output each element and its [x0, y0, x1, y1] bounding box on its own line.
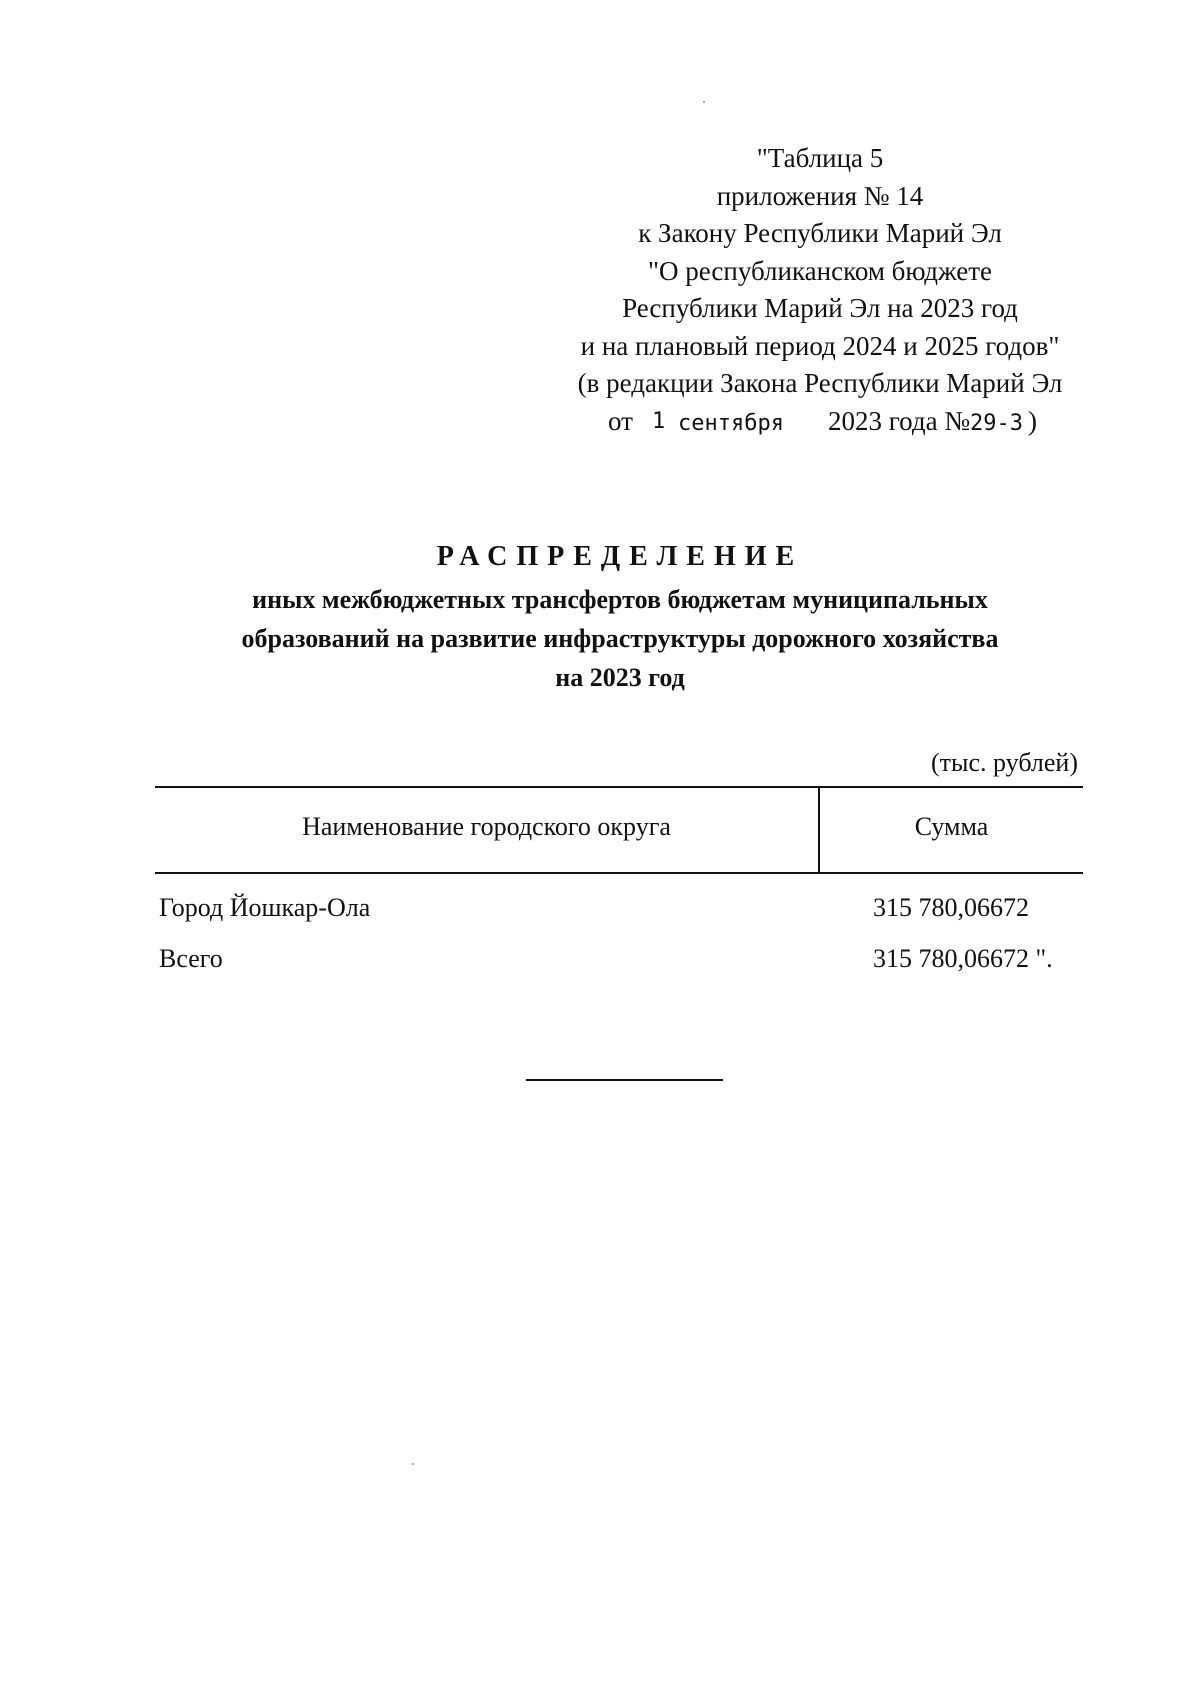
- date-close-paren: ): [1028, 405, 1037, 436]
- header-line: и на плановый период 2024 и 2025 годов": [580, 330, 1060, 361]
- header-line: к Закону Республики Марий Эл: [638, 218, 1002, 248]
- document-title: [150, 537, 1090, 697]
- table-header-rule: [155, 872, 1083, 874]
- row-sum-cell: 315 780,06672: [873, 893, 1029, 922]
- appendix-header: [560, 140, 1080, 440]
- law-number: 29-З: [970, 410, 1023, 436]
- scan-speck: [703, 101, 705, 103]
- scan-speck: [412, 1463, 414, 1465]
- units-label: (тыс. рублей): [930, 748, 1078, 777]
- table-top-rule: [155, 786, 1083, 788]
- row-sum-cell: 315 780,06672 ".: [873, 944, 1053, 973]
- row-name-cell: Город Йошкар-Ола: [159, 893, 371, 922]
- date-month: сентября: [678, 410, 784, 436]
- header-line: "Таблица 5: [756, 143, 884, 173]
- header-line: (в редакции Закона Республики Марий Эл: [577, 368, 1063, 398]
- column-header-name: Наименование городского округа: [302, 812, 671, 841]
- row-name-cell: Всего: [159, 944, 223, 973]
- closing-rule: [526, 1079, 723, 1081]
- subtitle-line: иных межбюджетных трансфертов бюджетам муниципальных: [252, 585, 988, 614]
- title-subtitle: [150, 580, 1090, 697]
- column-header-sum: Сумма: [914, 812, 989, 841]
- table-total-row: [155, 944, 1083, 984]
- header-line: приложения № 14: [716, 180, 924, 211]
- date-year: 2023 года №: [828, 405, 971, 436]
- title-main: РАСПРЕДЕЛЕНИЕ: [436, 541, 804, 572]
- header-line: "О республиканском бюджете: [647, 255, 993, 286]
- subtitle-line: на 2023 год: [555, 663, 685, 692]
- subtitle-line: образований на развитие инфраструктуры дорожного хозяйства: [241, 624, 999, 653]
- date-day: 1: [652, 408, 666, 434]
- table-row: [155, 893, 1083, 933]
- date-prefix: от: [608, 405, 633, 436]
- law-date-line: [560, 403, 1080, 441]
- header-line: Республики Марий Эл на 2023 год: [622, 293, 1018, 323]
